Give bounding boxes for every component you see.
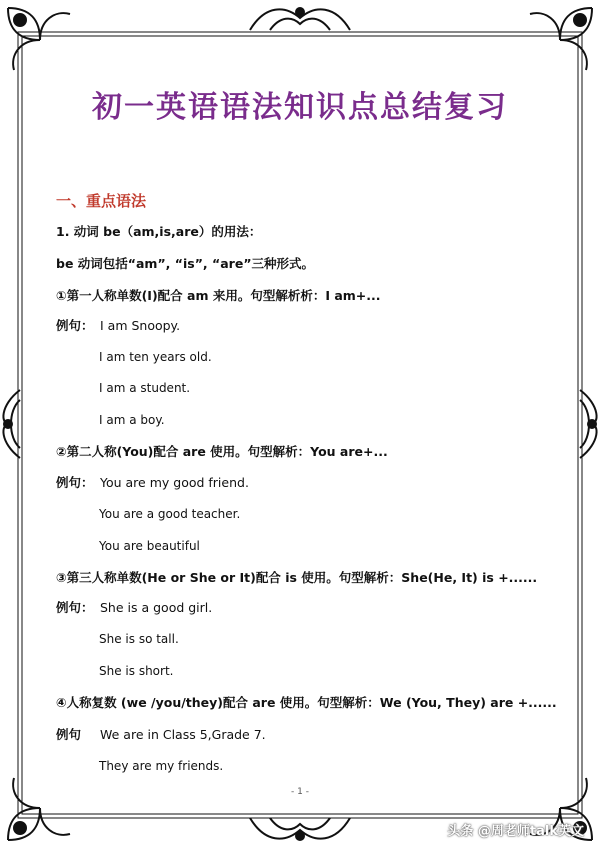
- page-title: 初一英语语法知识点总结复习: [92, 90, 508, 125]
- corner-ornament-icon: [8, 8, 592, 840]
- example-sentence: You are beautiful: [99, 539, 200, 553]
- example-sentence: We are in Class 5,Grade 7.: [100, 727, 266, 742]
- example-sentence: I am ten years old.: [99, 350, 212, 364]
- rule-text: be 动词包括“am”, “is”, “are”三种形式。: [56, 256, 315, 271]
- rule-third-person: ③第三人称单数(He or She or It)配合 is 使用。句型解析：She(He, It) is +......: [56, 570, 538, 585]
- rule-first-person: ①第一人称单数(I)配合 am 来用。句型解析析：I am+...: [56, 288, 381, 303]
- example-sentence: I am a student.: [99, 381, 191, 395]
- example-sentence: You are a good teacher.: [99, 507, 241, 521]
- example-label: 例句：: [56, 475, 94, 490]
- example-label: 例句：: [56, 318, 94, 333]
- section-heading: 一、重点语法: [56, 192, 147, 210]
- example-row: [56, 727, 266, 743]
- rule-heading: 1. 动词 be（am,is,are）的用法：: [56, 224, 262, 239]
- example-sentence: She is a good girl.: [100, 600, 213, 615]
- example-sentence: I am Snoopy.: [100, 318, 181, 333]
- rule-plural: ④人称复数 (we /you/they)配合 are 使用。句型解析：We (You, They) are +......: [56, 695, 557, 710]
- example-row: [56, 475, 249, 491]
- example-sentence: She is so tall.: [99, 632, 179, 646]
- example-sentence: She is short.: [99, 664, 174, 678]
- example-row: [56, 600, 212, 616]
- example-sentence: They are my friends.: [99, 759, 224, 773]
- page-number: - 1 -: [291, 787, 309, 797]
- rule-second-person: ②第二人称(You)配合 are 使用。句型解析：You are+...: [56, 444, 388, 459]
- example-sentence: I am a boy.: [99, 413, 165, 427]
- example-label: 例句: [56, 727, 82, 742]
- watermark: 头条 @周老师talk英文: [447, 824, 584, 839]
- example-label: 例句：: [56, 600, 94, 615]
- example-row: [56, 318, 180, 334]
- example-sentence: You are my good friend.: [100, 475, 249, 490]
